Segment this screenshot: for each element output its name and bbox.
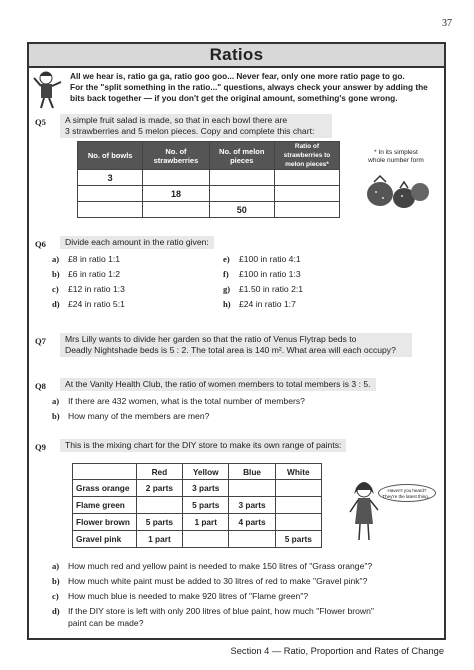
- part-text: £24 in ratio 5:1: [68, 299, 125, 309]
- intro-line: bits back together — if you don't get the original amount, something's gone wrong.: [70, 93, 398, 103]
- part-label: b): [52, 411, 60, 421]
- table-cell: [274, 170, 339, 186]
- q9-text: This is the mixing chart for the DIY store to make its own range of paints:: [60, 439, 346, 452]
- table-header: [73, 464, 137, 480]
- table-row: [73, 497, 322, 514]
- table-row: [78, 170, 340, 186]
- table-cell: 3 parts: [183, 480, 229, 497]
- speech-bubble-line: They're the latest thing...: [382, 493, 432, 499]
- cartoon-woman-illustration: [348, 478, 382, 544]
- q6-right-column: [223, 254, 403, 314]
- list-item: [52, 606, 437, 618]
- question-label-q5: Q5: [35, 117, 46, 127]
- table-cell: [143, 170, 209, 186]
- q5-footnote-line: whole number form: [368, 157, 424, 164]
- part-text: £100 in ratio 4:1: [239, 254, 301, 264]
- table-row: [73, 531, 322, 548]
- table-cell: [275, 497, 321, 514]
- table-header: Ratio of strawberries to melon pieces*: [274, 142, 339, 170]
- intro-line: All we hear is, ratio ga ga, ratio goo goo... Never fear, only one more ratio page to go.: [70, 71, 405, 81]
- table-cell: 1 part: [183, 514, 229, 531]
- table-cell: Grass orange: [73, 480, 137, 497]
- table-cell: [209, 170, 274, 186]
- table-header-row: [73, 464, 322, 480]
- table-cell: [78, 202, 143, 218]
- part-text: If the DIY store is left with only 200 litres of blue paint, how much "Flower brown": [68, 606, 374, 616]
- list-item: [52, 411, 432, 426]
- table-cell: [143, 202, 209, 218]
- part-label: d): [52, 299, 60, 309]
- q6-text: Divide each amount in the ratio given:: [60, 236, 214, 249]
- table-cell: 18: [143, 186, 209, 202]
- list-item: [52, 299, 212, 314]
- part-label: c): [52, 284, 59, 294]
- part-text: £100 in ratio 1:3: [239, 269, 301, 279]
- waving-man-illustration: [31, 68, 67, 110]
- table-row: [78, 186, 340, 202]
- list-item: [223, 284, 403, 299]
- table-cell: 3: [78, 170, 143, 186]
- part-label: a): [52, 561, 60, 571]
- table-cell: [275, 480, 321, 497]
- part-text: paint can be made?: [68, 618, 144, 628]
- table-cell: Flame green: [73, 497, 137, 514]
- table-header: No. of strawberries: [143, 142, 209, 170]
- table-cell: [274, 186, 339, 202]
- table-header: Yellow: [183, 464, 229, 480]
- part-text: £12 in ratio 1:3: [68, 284, 125, 294]
- list-item: [52, 396, 432, 411]
- part-label: a): [52, 396, 60, 406]
- part-text: How much blue is needed to make 920 litres of "Flame green"?: [68, 591, 309, 601]
- page-title: Ratios: [29, 44, 444, 68]
- list-item: [52, 576, 437, 591]
- intro-line: For the "split something in the ratio..." questions, always check your answer by adding the: [70, 82, 428, 92]
- question-label-q8: Q8: [35, 381, 46, 391]
- part-text: If there are 432 women, what is the total number of members?: [68, 396, 305, 406]
- table-header-row: [78, 142, 340, 170]
- q8-text: At the Vanity Health Club, the ratio of women members to total members is 3 : 5.: [60, 378, 376, 391]
- part-label: h): [223, 299, 231, 309]
- fruit-illustration: [360, 172, 436, 210]
- part-label: b): [52, 576, 60, 586]
- part-text: How much white paint must be added to 30 litres of red to make "Gravel pink"?: [68, 576, 368, 586]
- list-item: [223, 254, 403, 269]
- q8-parts: [52, 396, 432, 426]
- page-footer: Section 4 — Ratio, Proportion and Rates of Change: [230, 646, 444, 656]
- question-label-q9: Q9: [35, 442, 46, 452]
- part-text: £24 in ratio 1:7: [239, 299, 296, 309]
- table-cell: 2 parts: [136, 480, 182, 497]
- part-text: How many of the members are men?: [68, 411, 210, 421]
- part-text: £6 in ratio 1:2: [68, 269, 121, 279]
- table-cell: [229, 531, 275, 548]
- list-item: [52, 591, 437, 606]
- q7-text: [60, 333, 412, 357]
- table-cell: [136, 497, 182, 514]
- table-cell: [275, 514, 321, 531]
- table-cell: [183, 531, 229, 548]
- speech-bubble-line: Haven't you heard?: [387, 488, 427, 493]
- table-cell: 4 parts: [229, 514, 275, 531]
- table-cell: Gravel pink: [73, 531, 137, 548]
- list-item: [52, 269, 212, 284]
- table-cell: 1 part: [136, 531, 182, 548]
- part-label: a): [52, 254, 60, 264]
- fruit-salad-table: [77, 141, 340, 218]
- q5-text-line: 3 strawberries and 5 melon pieces. Copy and complete this chart:: [65, 126, 315, 136]
- list-item: [52, 284, 212, 299]
- list-item: [52, 254, 212, 269]
- table-row: [73, 514, 322, 531]
- q5-footnote: [356, 149, 436, 165]
- table-header: No. of melon pieces: [209, 142, 274, 170]
- question-label-q7: Q7: [35, 336, 46, 346]
- table-cell: 5 parts: [136, 514, 182, 531]
- q7-text-line: Mrs Lilly wants to divide her garden so that the ratio of Venus Flytrap beds to: [65, 334, 357, 344]
- list-item: [223, 299, 403, 314]
- table-cell: [229, 480, 275, 497]
- q6-left-column: [52, 254, 212, 314]
- speech-bubble: [378, 484, 436, 502]
- list-item: [52, 618, 437, 630]
- q7-text-line: Deadly Nightshade beds is 5 : 2. The total area is 140 m². What area will each occupy?: [65, 345, 396, 355]
- table-row: [73, 480, 322, 497]
- q5-text-line: A simple fruit salad is made, so that in each bowl there are: [65, 115, 288, 125]
- table-cell: 5 parts: [275, 531, 321, 548]
- part-text: £8 in ratio 1:1: [68, 254, 121, 264]
- list-item: [52, 561, 437, 576]
- table-cell: 3 parts: [229, 497, 275, 514]
- table-header: Blue: [229, 464, 275, 480]
- table-row: [78, 202, 340, 218]
- list-item: [223, 269, 403, 284]
- part-text: How much red and yellow paint is needed to make 150 litres of "Grass orange"?: [68, 561, 373, 571]
- table-cell: [274, 202, 339, 218]
- table-cell: 50: [209, 202, 274, 218]
- part-label: g): [223, 284, 231, 294]
- table-cell: Flower brown: [73, 514, 137, 531]
- question-label-q6: Q6: [35, 239, 46, 249]
- table-header: White: [275, 464, 321, 480]
- q5-footnote-line: * In its simplest: [374, 149, 418, 156]
- part-label: d): [52, 606, 60, 616]
- table-cell: [78, 186, 143, 202]
- part-label: e): [223, 254, 230, 264]
- table-header: Red: [136, 464, 182, 480]
- part-label: f): [223, 269, 229, 279]
- intro-text: [70, 71, 440, 104]
- part-label: b): [52, 269, 60, 279]
- part-text: £1.50 in ratio 2:1: [239, 284, 304, 294]
- paint-mixing-table: [72, 463, 322, 548]
- page-number: 37: [442, 18, 452, 29]
- part-label: c): [52, 591, 59, 601]
- q9-parts: [52, 561, 437, 630]
- table-cell: [209, 186, 274, 202]
- table-cell: 5 parts: [183, 497, 229, 514]
- table-header: No. of bowls: [78, 142, 143, 170]
- q5-text: [60, 114, 332, 138]
